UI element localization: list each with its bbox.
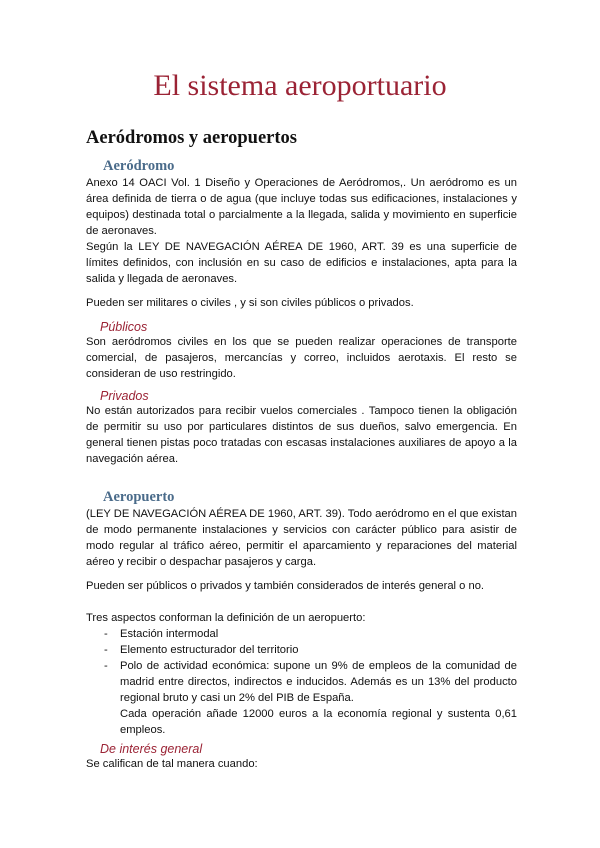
aeropuerto-aspects-intro: Tres aspectos conforman la definición de un aeropuerto: — [86, 612, 366, 624]
privados-heading: Privados — [100, 389, 149, 403]
list-item-continuation: Cada operación añade 12000 euros a la economía regional y sustenta 0,61 empleos. — [120, 708, 517, 736]
publicos-heading: Públicos — [100, 320, 148, 334]
list-item — [86, 626, 517, 642]
aerodromo-definition-ley: Según la LEY DE NAVEGACIÓN AÉREA DE 1960, ART. 39 es una superficie de límites definidos, con inclusión en su caso de edificios e instalaciones, apta para la salida y llegada de aeronaves. — [86, 241, 517, 285]
publicos-text: Son aeródromos civiles en los que se pueden realizar operaciones de transporte comercial, de pasajeros, mercancías y correo, incluidos aerotaxis. El resto se consideran de uso restringido. — [86, 336, 517, 380]
aerodromo-definition-oaci: Anexo 14 OACI Vol. 1 Diseño y Operaciones de Aeródromos,. Un aeródromo es un área definida de tierra o de agua (que incluye todas sus edificaciones, instalaciones y equipos) destinada total o parcialmente a la llegada, salida y movimiento en superficie de aeronaves. — [86, 177, 517, 237]
list-item-text: Polo de actividad económica: supone un 9% de empleos de la comunidad de madrid entre directos, indirectos e inducidos. Además es un 13% del producto regional bruto y casi un 2% del PIB de España. — [120, 660, 517, 704]
aeropuerto-types: Pueden ser públicos o privados y también considerados de interés general o no. — [86, 580, 485, 592]
interes-general-text: Se califican de tal manera cuando: — [86, 758, 258, 770]
list-bullet: - — [104, 628, 108, 640]
aeropuerto-aspects-list — [86, 626, 517, 738]
aeropuerto-heading: Aeropuerto — [103, 489, 175, 505]
list-bullet: - — [104, 644, 108, 656]
aerodromo-heading: Aeródromo — [103, 158, 175, 174]
interes-general-heading: De interés general — [100, 742, 203, 756]
page-title: El sistema aeroportuario — [153, 69, 447, 102]
list-item-text: Estación intermodal — [120, 628, 219, 640]
list-item — [86, 658, 517, 738]
list-item — [86, 642, 517, 658]
privados-text: No están autorizados para recibir vuelos comerciales . Tampoco tienen la obligación de permitir su uso por particulares distintos de sus dueños, salvo emergencia. En general tienen pistas poco tratadas con escasas instalaciones auxiliares de apoyo a la navegación aérea. — [86, 405, 517, 465]
section-heading: Aeródromos y aeropuertos — [86, 128, 298, 148]
aeropuerto-definition: (LEY DE NAVEGACIÓN AÉREA DE 1960, ART. 39). Todo aeródromo en el que existan de modo permanente instalaciones y servicios con carácter público para asistir de modo regular al tráfico aéreo, permitir el aparcamiento y reparaciones del material aéreo y recibir o despachar pasajeros y carga. — [86, 508, 517, 568]
list-item-text: Elemento estructurador del territorio — [120, 644, 299, 656]
aerodromo-types: Pueden ser militares o civiles , y si son civiles públicos o privados. — [86, 297, 414, 309]
list-bullet: - — [104, 660, 108, 672]
